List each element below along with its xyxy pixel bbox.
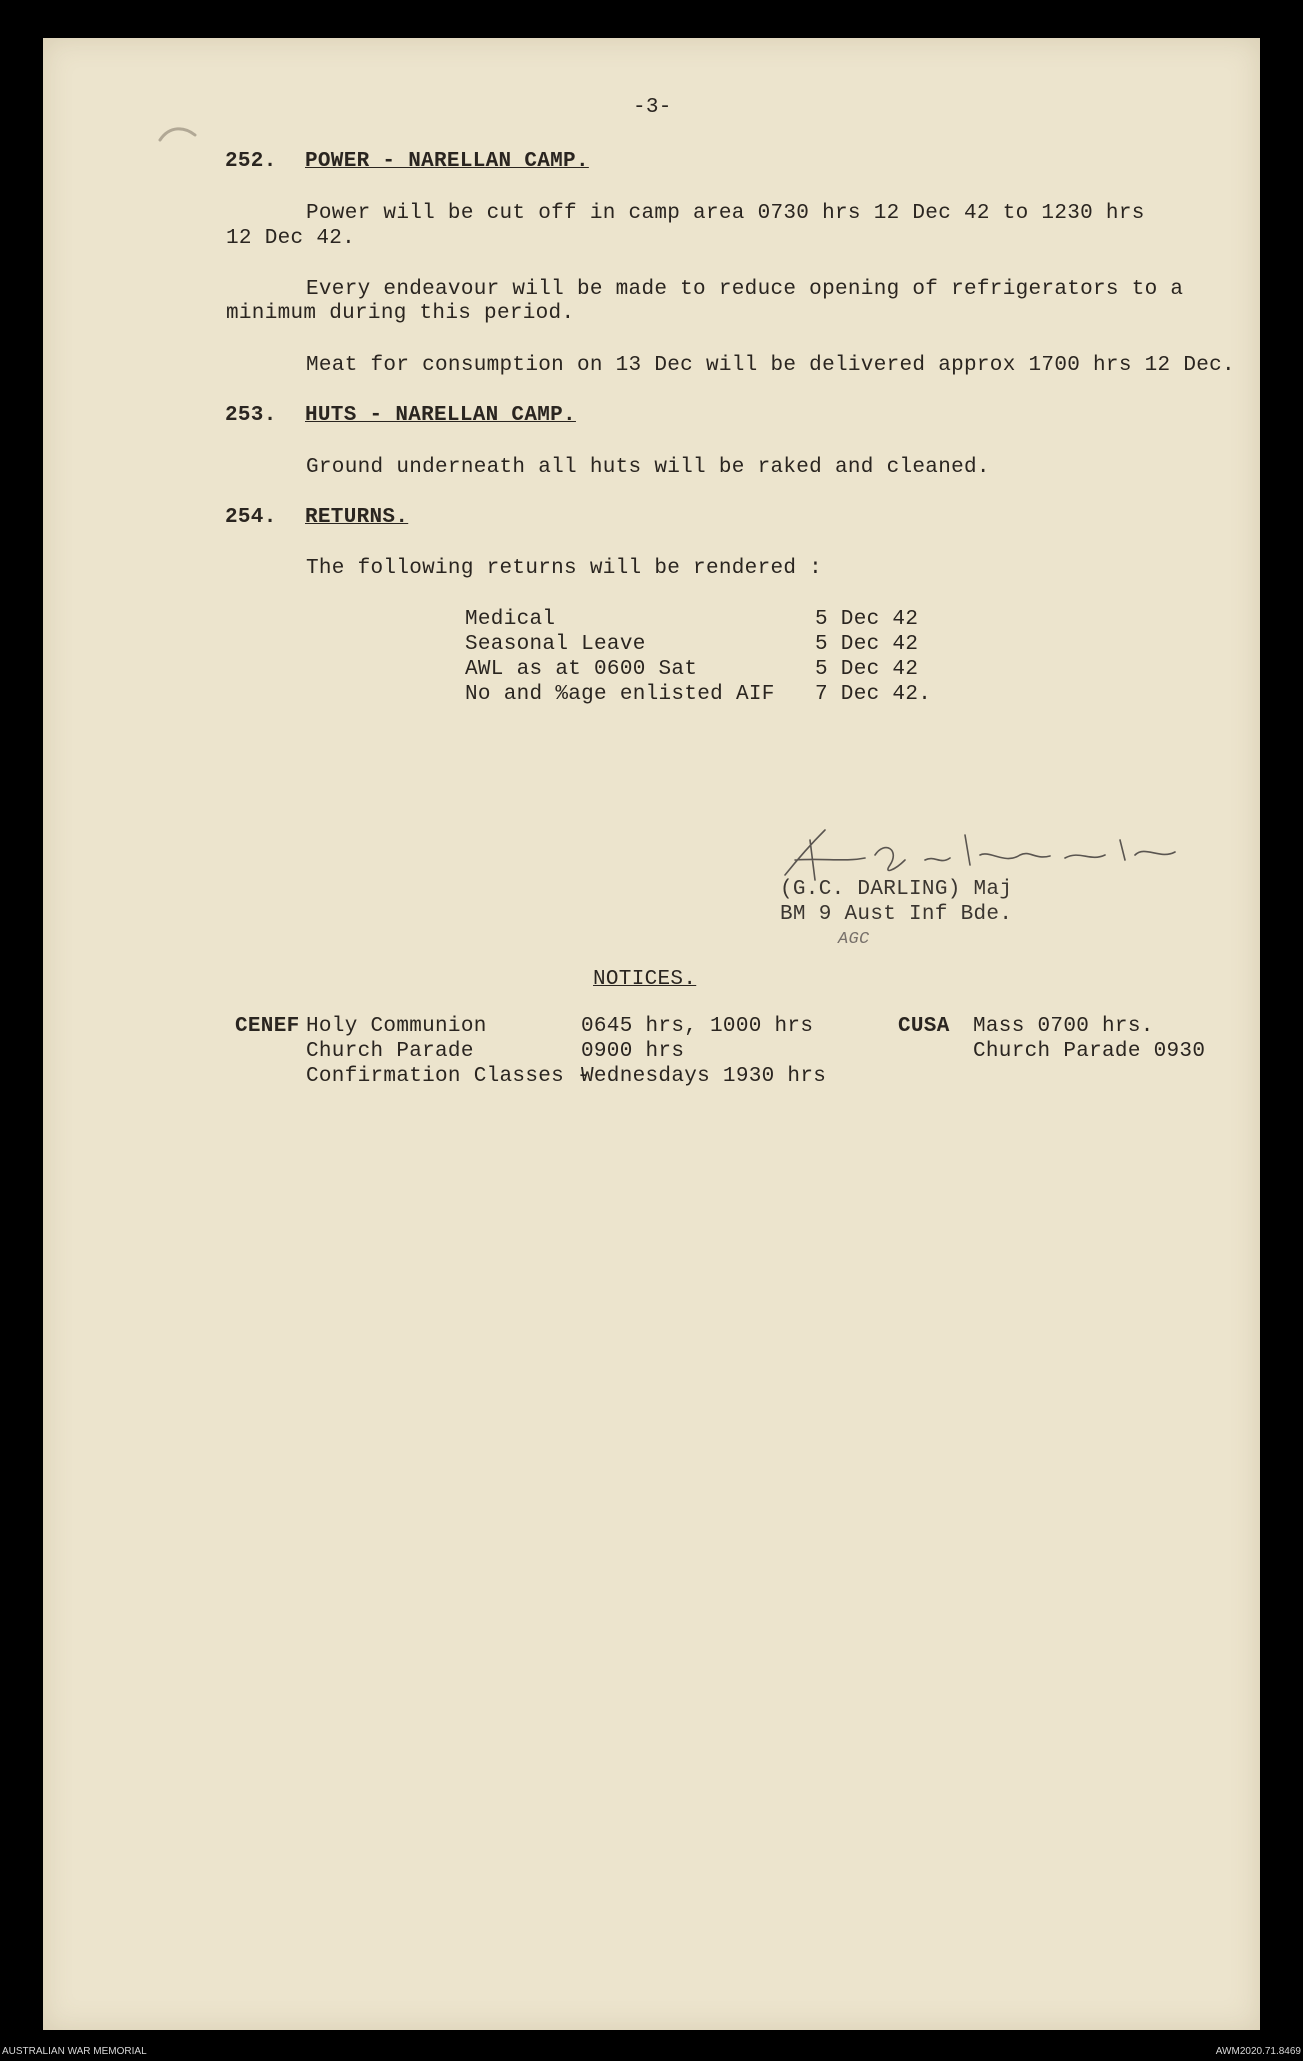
section-253-heading: HUTS - NARELLAN CAMP.	[305, 404, 576, 427]
section-252-number: 252.	[225, 150, 277, 173]
signatory-name: (G.C. DARLING) Maj	[780, 878, 1013, 901]
notices-heading: NOTICES.	[593, 968, 697, 991]
cenef-label: CENEF	[235, 1015, 300, 1038]
section-253-number: 253.	[225, 404, 277, 427]
section-252-heading: POWER - NARELLAN CAMP.	[305, 150, 589, 173]
cenef-time: Wednesdays 1930 hrs	[581, 1065, 827, 1088]
document-page	[43, 38, 1260, 2030]
return-item: No and %age enlisted AIF	[465, 683, 775, 706]
cenef-item: Church Parade	[306, 1040, 474, 1063]
cenef-item: Confirmation Classes -	[306, 1065, 590, 1088]
return-item: AWL as at 0600 Sat	[465, 658, 698, 681]
signatory-title: BM 9 Aust Inf Bde.	[780, 903, 1013, 926]
section-253-para: Ground underneath all huts will be raked and cleaned.	[306, 456, 990, 479]
section-252-para-3: Meat for consumption on 13 Dec will be delivered approx 1700 hrs 12 Dec.	[306, 354, 1235, 377]
section-252-para-1-line-2: 12 Dec 42.	[226, 227, 356, 250]
cenef-item: Holy Communion	[306, 1015, 487, 1038]
return-date: 5 Dec 42	[815, 608, 919, 631]
section-254-para: The following returns will be rendered :	[306, 557, 823, 580]
paper-dent-mark	[150, 115, 210, 155]
section-252-para-2-line-1: Every endeavour will be made to reduce opening of refrigerators to a	[306, 278, 1184, 301]
cusa-item: Mass 0700 hrs.	[973, 1015, 1154, 1038]
return-date: 5 Dec 42	[815, 658, 919, 681]
footer-archive-id: AWM2020.71.8469	[1215, 2046, 1301, 2057]
return-item: Medical	[465, 608, 556, 631]
cenef-time: 0645 hrs, 1000 hrs	[581, 1015, 814, 1038]
cusa-item: Church Parade 0930	[973, 1040, 1206, 1063]
signatory-initials: AGC	[838, 930, 870, 949]
section-254-heading: RETURNS.	[305, 506, 409, 529]
footer-archive-name: AUSTRALIAN WAR MEMORIAL	[2, 2046, 147, 2057]
return-date: 7 Dec 42.	[815, 683, 932, 706]
section-252-para-1-line-1: Power will be cut off in camp area 0730 hrs 12 Dec 42 to 1230 hrs	[306, 202, 1145, 225]
cusa-label: CUSA	[898, 1015, 950, 1038]
cenef-time: 0900 hrs	[581, 1040, 685, 1063]
handwritten-signature	[765, 820, 1225, 910]
return-item: Seasonal Leave	[465, 633, 646, 656]
return-date: 5 Dec 42	[815, 633, 919, 656]
section-252-para-2-line-2: minimum during this period.	[226, 302, 575, 325]
section-254-number: 254.	[225, 506, 277, 529]
page-number: -3-	[633, 96, 672, 119]
